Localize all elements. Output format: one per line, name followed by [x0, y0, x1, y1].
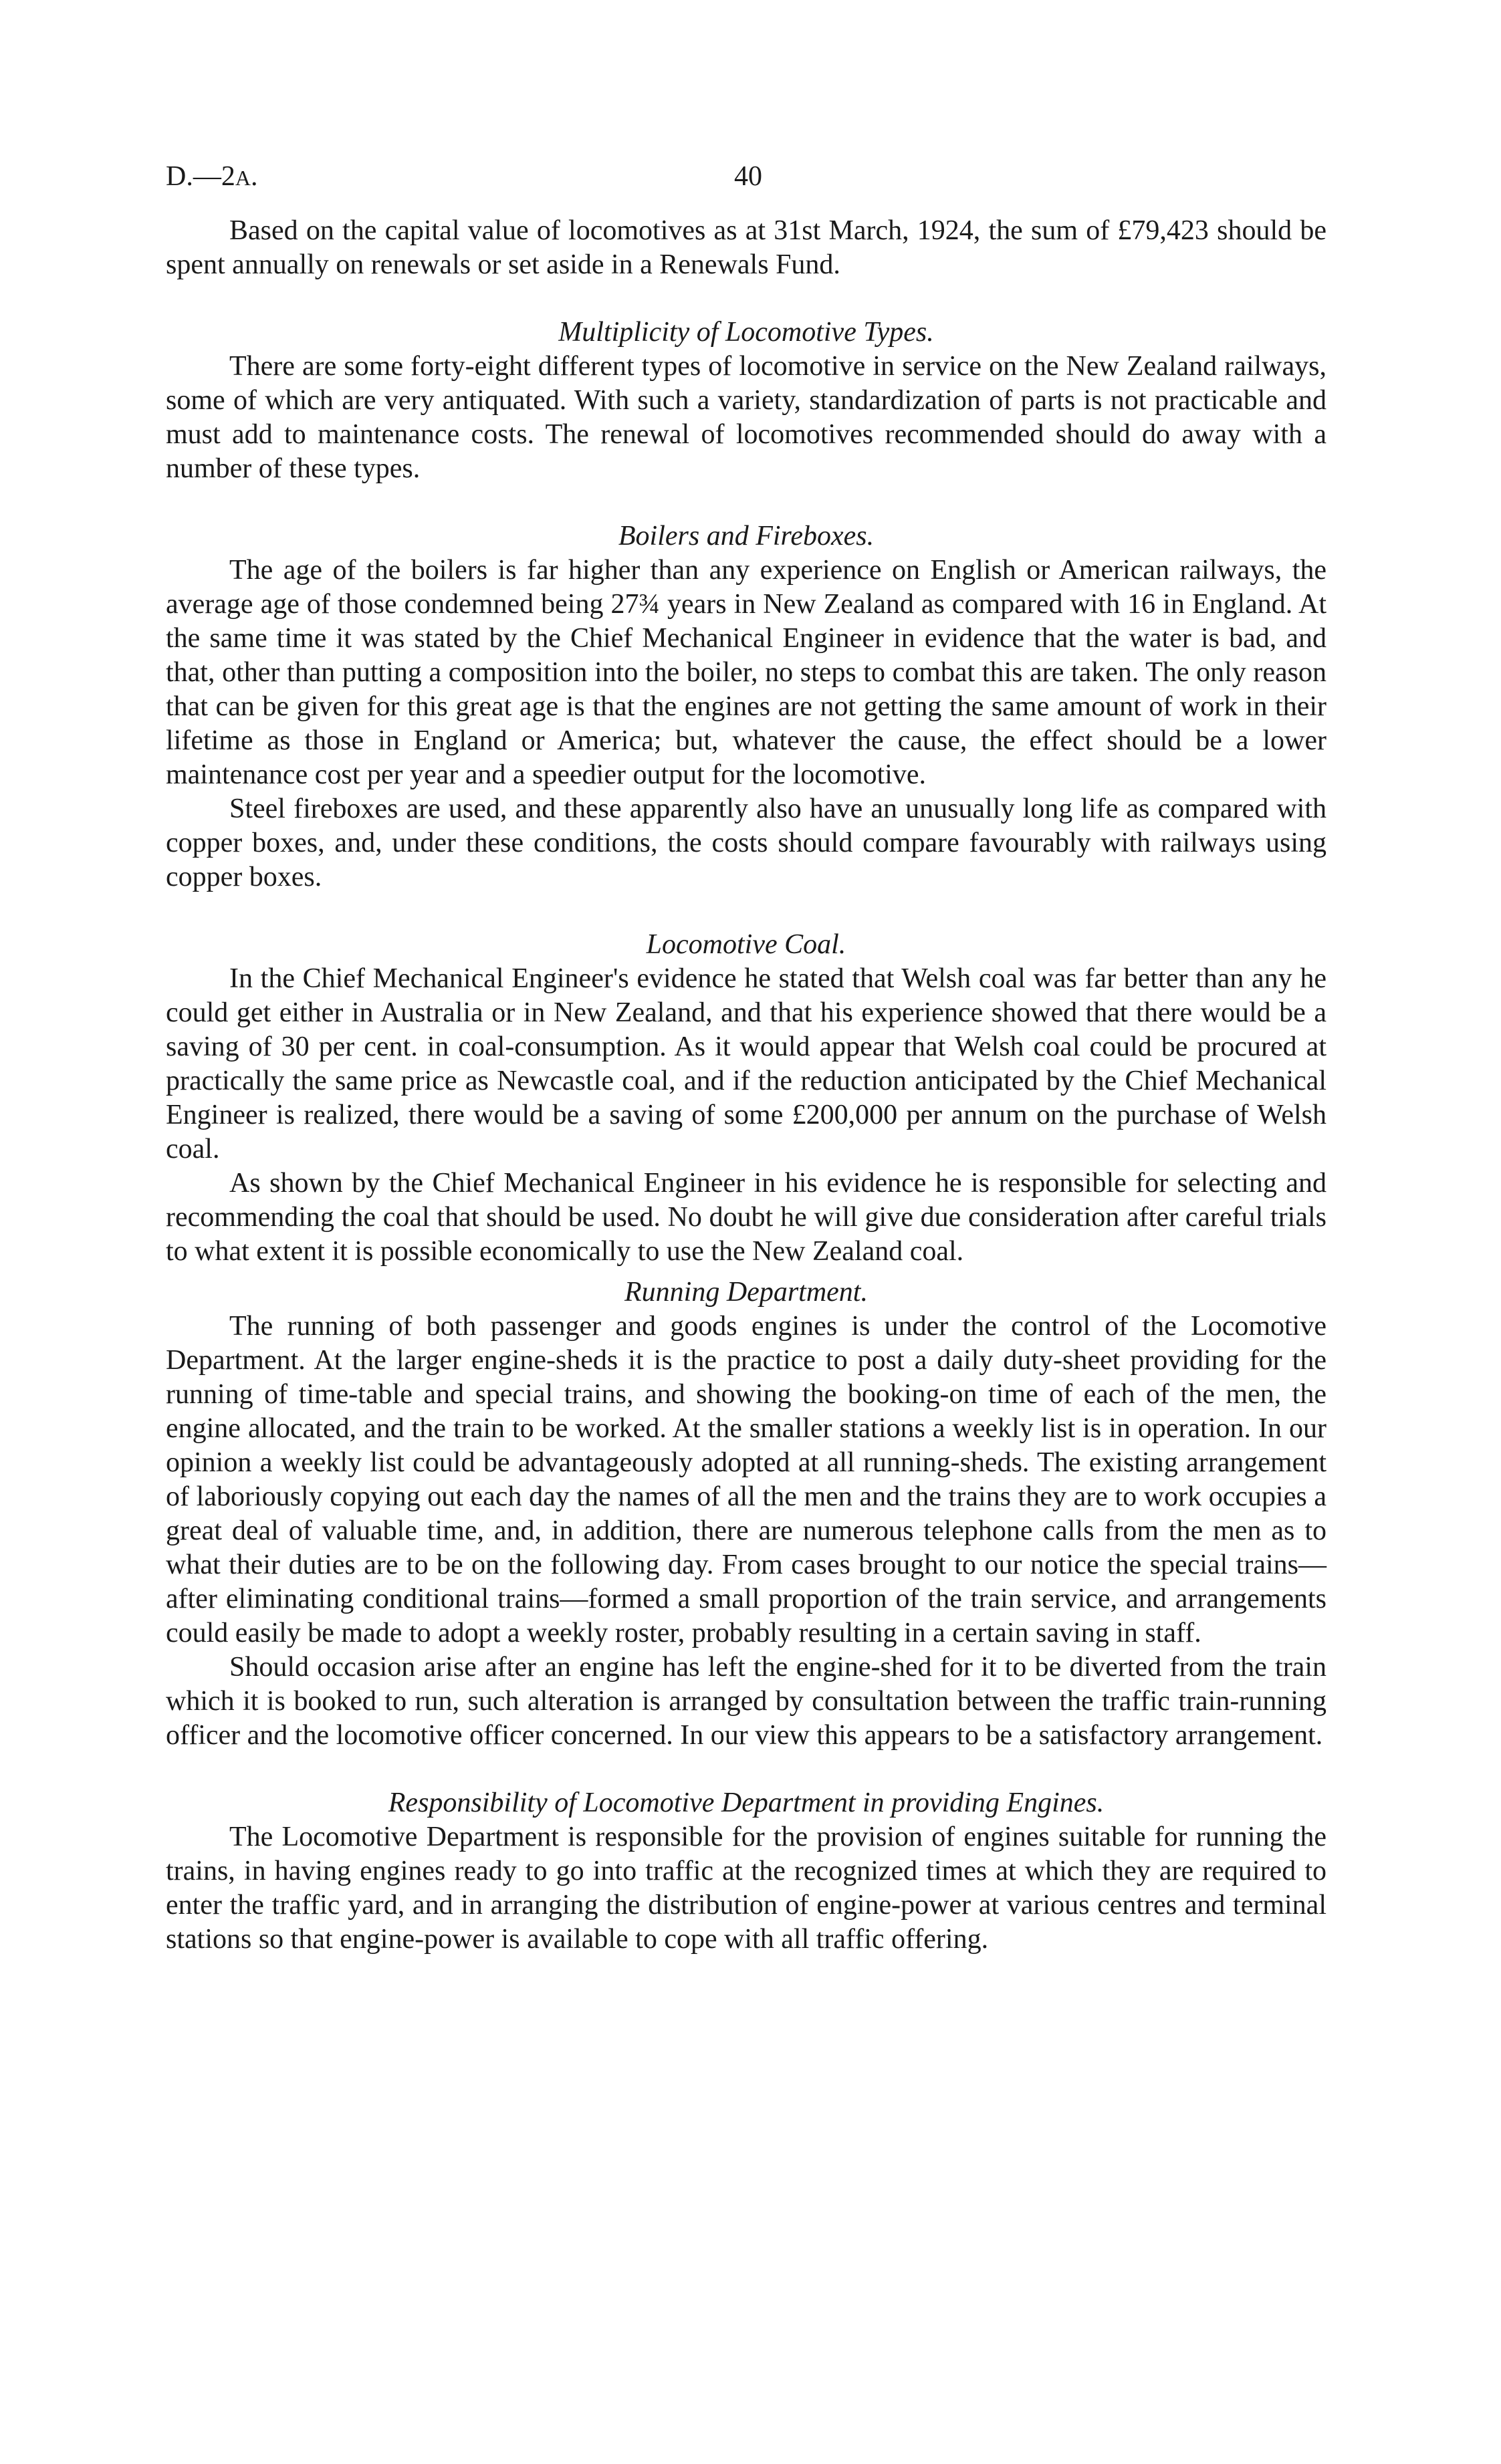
intro-paragraph: Based on the capital value of locomotives as at 31st March, 1924, the sum of £79,423 should be spent annually on renewals or set aside in a Renewals Fund. [166, 215, 1326, 280]
page-number: 40 [734, 161, 762, 192]
section-heading-running: Running Department. [624, 1277, 868, 1308]
document-reference: D.—2A. [166, 161, 258, 192]
multiplicity-paragraph-1: There are some forty-eight different types of locomotive in service on the New Zealand railways, some of which are very antiquated. With such a variety, standardization of parts is not practicable and must add to maintenance costs. The renewal of locomotives recommended should do away with a number of these types. [166, 351, 1326, 484]
section-heading-multiplicity: Multiplicity of Locomotive Types. [558, 317, 934, 348]
running-paragraph-2: Should occasion arise after an engine has left the engine-shed for it to be diverted from the train which it is booked to run, such alteration is arranged by consultation between the traffic train-running officer and the locomotive officer concerned. In our view this appears to be a satisfactory arrangement. [166, 1652, 1326, 1751]
boilers-paragraph-2: Steel fireboxes are used, and these apparently also have an unusually long life as compared with copper boxes, and, under these conditions, the costs should compare favourably with railways using copper boxes. [166, 793, 1326, 892]
document-page [166, 160, 1326, 1957]
section-heading-responsibility: Responsibility of Locomotive Department in providing Engines. [388, 1788, 1105, 1818]
section-heading-coal: Locomotive Coal. [646, 929, 846, 960]
boilers-paragraph-1: The age of the boilers is far higher than any experience on English or American railways, the average age of those condemned being 27¾ years in New Zealand as compared with 16 in England. At the same time it was stated by the Chief Mechanical Engineer in evidence that the water is bad, and that, other than putting a composition into the boiler, no steps to combat this are taken. The only reason that can be given for this great age is that the engines are not getting the same amount of work in their lifetime as those in England or America; but, whatever the cause, the effect should be a lower maintenance cost per year and a speedier output for the locomotive. [166, 555, 1326, 790]
coal-paragraph-2: As shown by the Chief Mechanical Engineer in his evidence he is responsible for selecting and recommending the coal that should be used. No doubt he will give due consideration after careful trials to what extent it is possible economically to use the New Zealand coal. [166, 1168, 1326, 1267]
section-heading-boilers: Boilers and Fireboxes. [618, 521, 875, 551]
page-header [166, 160, 1326, 214]
coal-paragraph-1: In the Chief Mechanical Engineer's evidence he stated that Welsh coal was far better than any he could get either in Australia or in New Zealand, and that his experience showed that there would be a saving of 30 per cent. in coal-consumption. As it would appear that Welsh coal could be procured at practically the same price as Newcastle coal, and if the reduction anticipated by the Chief Mechanical Engineer is realized, there would be a saving of some £200,000 per annum on the purchase of Welsh coal. [166, 963, 1326, 1164]
running-paragraph-1: The running of both passenger and goods engines is under the control of the Locomotive Department. At the larger engine-sheds it is the practice to post a daily duty-sheet providing for the running of time-table and special trains, and showing the booking-on time of each of the men, the engine allocated, and the train to be worked. At the smaller stations a weekly list is in operation. In our opinion a weekly list could be advantageously adopted at all running-sheds. The existing arrangement of laboriously copying out each day the names of all the men and the trains they are to work occupies a great deal of valuable time, and, in addition, there are numerous telephone calls from the men as to what their duties are to be on the following day. From cases brought to our notice the special trains—after eliminating conditional trains—formed a small proportion of the train service, and arrangements could easily be made to adopt a weekly roster, probably resulting in a certain saving in staff. [166, 1311, 1326, 1648]
responsibility-paragraph-1: The Locomotive Department is responsible for the provision of engines suitable for running the trains, in having engines ready to go into traffic at the recognized times at which they are required to enter the traffic yard, and in arranging the distribution of engine-power at various centres and terminal stations so that engine-power is available to cope with all traffic offering. [166, 1822, 1326, 1955]
